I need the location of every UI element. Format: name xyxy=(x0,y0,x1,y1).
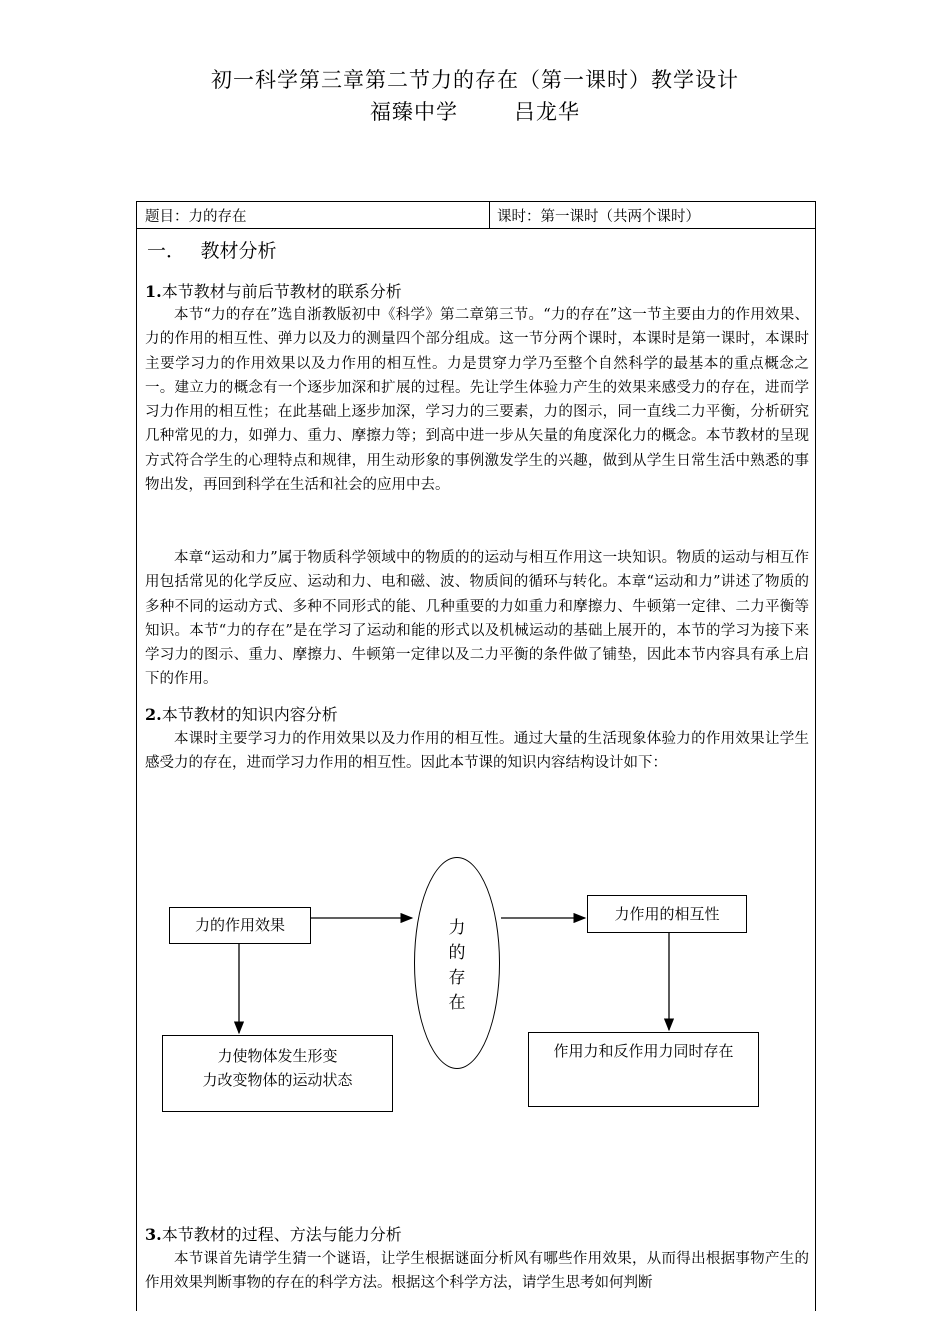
diagram-center-oval xyxy=(414,857,500,1069)
diagram-box-mutuality-detail: 作用力和反作用力同时存在 xyxy=(528,1032,759,1107)
subsection-title: 本节教材的知识内容分析 xyxy=(161,705,338,724)
subsection-title: 本节教材的过程、方法与能力分析 xyxy=(161,1225,402,1244)
lesson-table xyxy=(136,201,816,1311)
paragraph-2: 本章“运动和力”属于物质科学领域中的物质的的运动与相互作用这一块知识。物质的运动与相互作用包括常见的化学反应、运动和力、电和磁、波、物质间的循环与转化。本章“运动和力”讲述了物质的多种不同的运动方式、多种不同形式的能、几种重要的力如重力和摩擦力、牛顿第一定律、二力平衡等知识。本节“力的存在”是在学习了运动和能的形式以及机械运动的基础上展开的，本节的学习为接下来学习力的图示、重力、摩擦力、牛顿第一定律以及二力平衡的条件做了铺垫，因此本节内容具有承上启下的作用。 xyxy=(145,550,809,688)
subsection-number: 3. xyxy=(145,1225,162,1244)
author-name: 吕龙华 xyxy=(514,100,580,124)
diagram-box-effects-detail xyxy=(162,1035,393,1112)
diagram-box-effects: 力的作用效果 xyxy=(169,907,311,944)
column-divider xyxy=(489,202,490,228)
paragraph-4: 本节课首先请学生猜一个谜语，让学生根据谜面分析风有哪些作用效果，从而得出根据事物产生的作用效果判断事物的存在的科学方法。根据这个科学方法，请学生思考如何判断 xyxy=(145,1251,809,1292)
document-byline xyxy=(0,96,950,126)
school-name: 福臻中学 xyxy=(370,100,458,124)
subsection-heading-3 xyxy=(145,1222,402,1245)
subsection-number: 1. xyxy=(145,282,162,301)
document-title: 初一科学第三章第二节力的存在（第一课时）教学设计 xyxy=(211,68,739,92)
diagram-center-char: 存 xyxy=(448,968,466,988)
diagram-center-char: 力 xyxy=(448,918,466,938)
subsection-number: 2. xyxy=(145,705,162,724)
diagram-center-char: 的 xyxy=(448,943,466,963)
table-header-row xyxy=(137,202,815,229)
period-cell: 课时：第一课时（共两个课时） xyxy=(497,209,700,225)
paragraph-3: 本课时主要学习力的作用效果以及力作用的相互性。通过大量的生活现象体验力的作用效果让学生感受力的存在，进而学习力作用的相互性。因此本节课的知识内容结构设计如下： xyxy=(145,731,809,772)
subsection-heading-2 xyxy=(145,702,338,725)
subsection-title: 本节教材与前后节教材的联系分析 xyxy=(161,282,402,301)
paragraph-1: 本节“力的存在”选自浙教版初中《科学》第二章第三节。“力的存在”这一节主要由力的作用效果、力的作用的相互性、弹力以及力的测量四个部分组成。这一节分两个课时，本课时是第一课时，本课时主要学习力的作用效果以及力作用的相互性。力是贯穿力学乃至整个自然科学的最基本的重点概念之一。建立力的概念有一个逐步加深和扩展的过程。先让学生体验力产生的效果来感受力的存在，进而学习力作用的相互性；在此基础上逐步加深，学习力的三要素，力的图示，同一直线二力平衡，分析研究几种常见的力，如弹力、重力、摩擦力等；到高中进一步从矢量的角度深化力的概念。本节教材的呈现方式符合学生的心理特点和规律，用生动形象的事例激发学生的兴趣，做到从学生日常生活中熟悉的事物出发，再回到科学在生活和社会的应用中去。 xyxy=(145,307,809,494)
diagram-text: 力使物体发生形变 xyxy=(217,1047,338,1065)
subsection-heading-1 xyxy=(145,279,402,302)
section-heading: 一． 教材分析 xyxy=(147,240,277,262)
diagram-center-char: 在 xyxy=(448,993,466,1013)
diagram-box-mutuality: 力作用的相互性 xyxy=(587,895,747,933)
topic-cell: 题目：力的存在 xyxy=(145,209,247,225)
diagram-text: 力改变物体的运动状态 xyxy=(202,1071,353,1089)
